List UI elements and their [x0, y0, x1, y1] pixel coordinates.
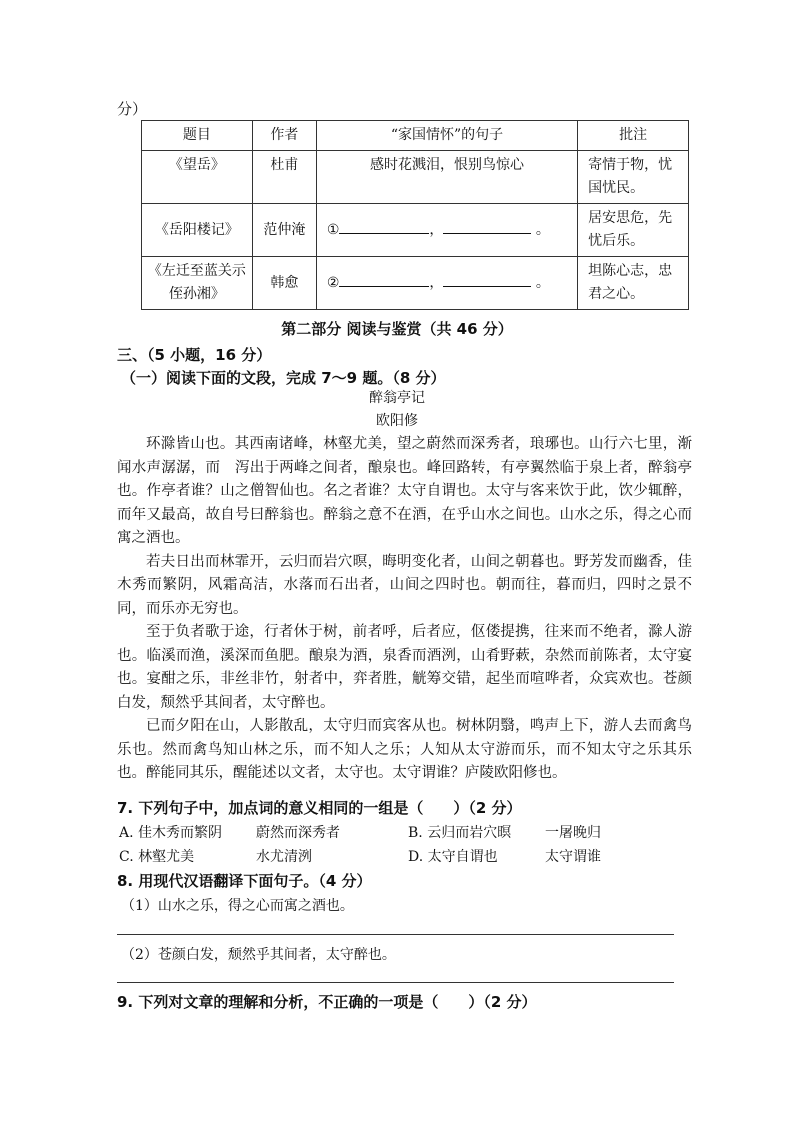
cell-author: 范仲淹: [252, 204, 316, 257]
answer-blank[interactable]: [339, 219, 429, 234]
table-header: “家国情怀”的句子: [316, 121, 577, 151]
blank-end: 。: [535, 221, 550, 238]
cell-note: 居安思危，先忧后乐。: [578, 204, 689, 257]
passage-title: 醉翁亭记: [369, 390, 425, 406]
table-row: [142, 257, 689, 310]
answer-line[interactable]: [117, 982, 674, 983]
passage-paragraph: 环滁皆山也。其西南诸峰，林壑尤美，望之蔚然而深秀者，琅琊也。山行六七里，渐闻水声潺潺，而 泻出于两峰之间者，酿泉也。峰回路转，有亭翼然临于泉上者，醉翁亭也。作亭者谁？山之僧智仙也。名之者谁？太守自谓也。太守与客来饮于此，饮少辄醉，而年又最高，故自号曰醉翁也。醉翁之意不在酒，在乎山水之间也。山水之乐，得之心而寓之酒也。: [117, 436, 692, 546]
blank-number: ②: [326, 274, 340, 291]
passage-author: 欧阳修: [376, 413, 418, 429]
option-c-left[interactable]: C. 林壑尤美: [119, 849, 195, 865]
cell-fill-blank: [316, 257, 577, 310]
cell-author: 杜甫: [252, 151, 316, 204]
option-a-right: 蔚然而深秀者: [256, 825, 340, 841]
table-header-row: [142, 121, 689, 151]
option-c-right: 水尤清洌: [256, 849, 312, 865]
answer-blank[interactable]: [443, 219, 531, 234]
cell-sentence: 感时花溅泪，恨别鸟惊心: [316, 151, 577, 204]
table-header: 作者: [252, 121, 316, 151]
cell-author: 韩愈: [252, 257, 316, 310]
cell-note: 寄情于物，忧国忧民。: [578, 151, 689, 204]
section-heading: 三、（5 小题，16 分）: [117, 346, 272, 364]
cell-note: 坦陈心志，忠君之心。: [578, 257, 689, 310]
passage-paragraph: 已而夕阳在山，人影散乱，太守归而宾客从也。树林阴翳，鸣声上下，游人去而禽鸟乐也。然而禽鸟知山林之乐，而不知人之乐；人知从太守游而乐，而不知太守之乐其乐也。醉能同其乐，醒能述以文者，太守也。太守谓谁？庐陵欧阳修也。: [117, 718, 692, 781]
translate-item: （1）山水之乐，得之心而寓之酒也。: [121, 898, 354, 914]
answer-line[interactable]: [117, 934, 674, 935]
option-d-left[interactable]: D. 太守自谓也: [408, 849, 498, 865]
passage-paragraph: 若夫日出而林霏开，云归而岩穴暝，晦明变化者，山间之朝暮也。野芳发而幽香，佳木秀而繁阴，风霜高洁，水落而石出者，山间之四时也。朝而往，暮而归，四时之景不同，而乐亦无穷也。: [117, 553, 692, 617]
blank-number: ①: [326, 221, 340, 238]
question-7: 7. 下列句子中，加点词的意义相同的一组是（ ）（2 分）: [117, 799, 522, 817]
table-row: [142, 204, 689, 257]
answer-blank[interactable]: [339, 272, 429, 287]
translate-item: （2）苍颜白发，颓然乎其间者，太守醉也。: [121, 947, 396, 963]
cell-title: 《岳阳楼记》: [142, 204, 253, 257]
continued-text: 分）: [117, 100, 148, 118]
answer-blank[interactable]: [443, 272, 531, 287]
subsection-heading: （一）阅读下面的文段，完成 7～9 题。（8 分）: [121, 369, 446, 387]
option-b-left[interactable]: B. 云归而岩穴暝: [408, 825, 512, 841]
option-a-left[interactable]: A. 佳木秀而繁阴: [119, 825, 223, 841]
table-row: [142, 151, 689, 204]
passage-body: [117, 433, 692, 786]
question-8: 8. 用现代汉语翻译下面句子。（4 分）: [117, 872, 372, 890]
blank-end: 。: [535, 274, 550, 291]
cell-title: 《望岳》: [142, 151, 253, 204]
cell-title: 《左迁至蓝关示侄孙湘》: [142, 257, 253, 310]
blank-separator: ，: [429, 274, 444, 291]
poem-table: [141, 120, 689, 310]
part-title: 第二部分 阅读与鉴赏（共 46 分）: [281, 320, 513, 338]
passage-paragraph: 至于负者歌于途，行者休于树，前者呼，后者应，伛偻提携，往来而不绝者，滁人游也。临溪而渔，溪深而鱼肥。酿泉为酒，泉香而酒洌，山肴野蔌，杂然而前陈者，太守宴也。宴酣之乐，非丝非竹，射者中，弈者胜，觥筹交错，起坐而喧哗者，众宾欢也。苍颜白发，颓然乎其间者，太守醉也。: [117, 624, 692, 711]
table-header: 题目: [142, 121, 253, 151]
cell-fill-blank: [316, 204, 577, 257]
table-header: 批注: [578, 121, 689, 151]
option-b-right: 一屠晚归: [545, 825, 601, 841]
question-9: 9. 下列对文章的理解和分析，不正确的一项是（ ）（2 分）: [117, 993, 537, 1011]
option-d-right: 太守谓谁: [545, 849, 601, 865]
blank-separator: ，: [429, 221, 444, 238]
